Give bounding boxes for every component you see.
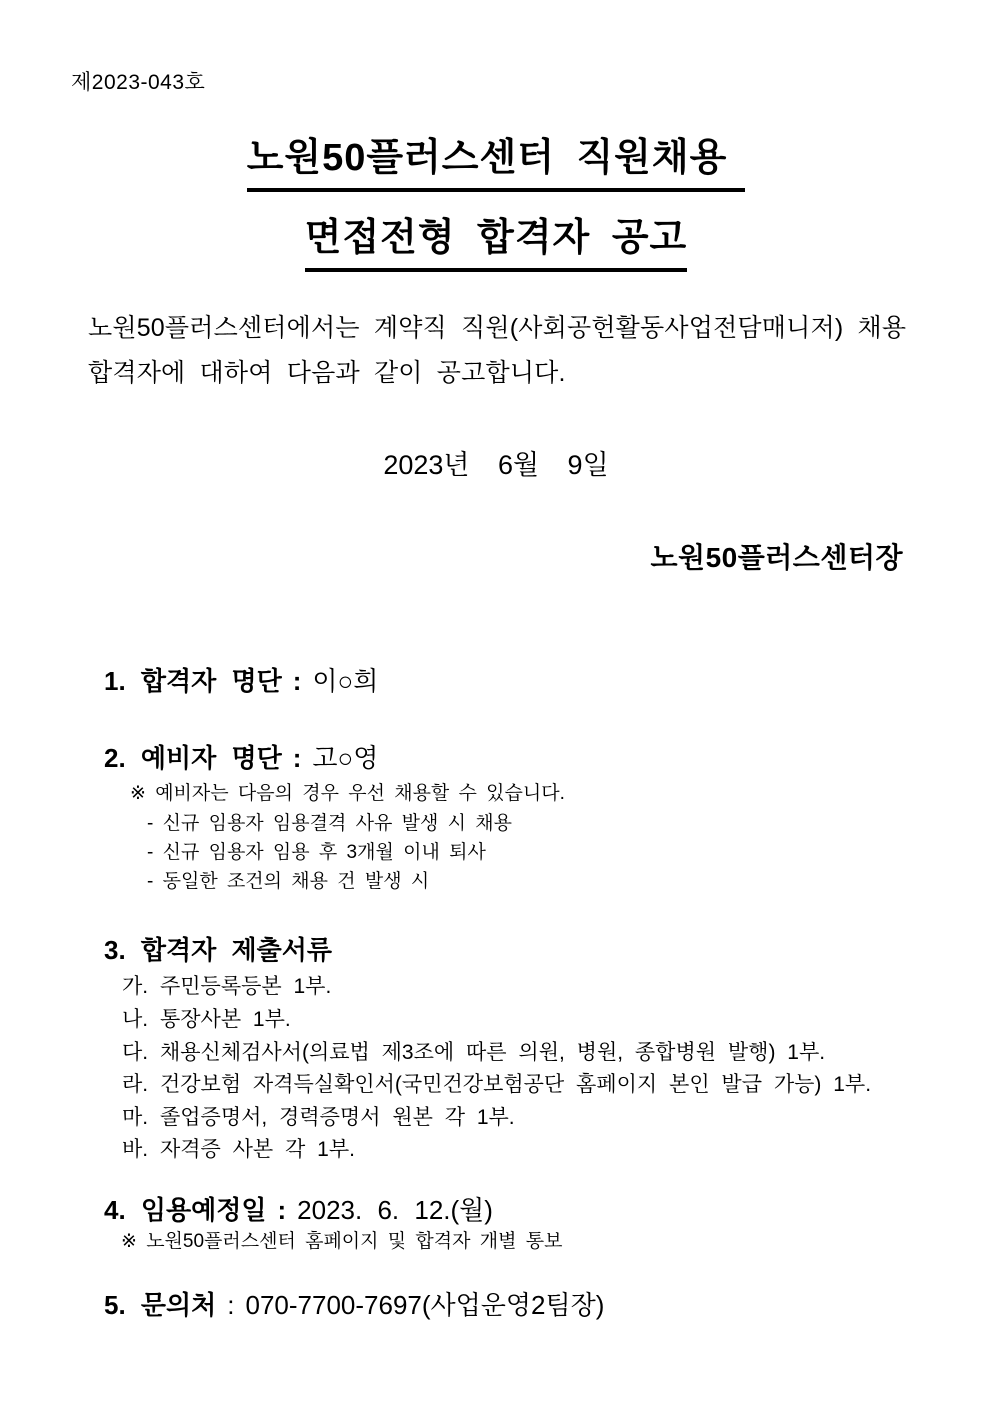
section-2-heading	[104, 738, 378, 775]
intro-line-1: 노원50플러스센터에서는 계약직 직원(사회공헌활동사업전담매니저) 채용	[88, 314, 907, 342]
section-5-colon: :	[227, 1290, 235, 1320]
section-1-label: 1. 합격자 명단	[104, 666, 282, 696]
section-4-value: 2023. 6. 12.(월)	[297, 1195, 493, 1225]
section-3-label: 3. 합격자 제출서류	[104, 935, 332, 965]
section-4-heading	[104, 1190, 493, 1227]
section-5-heading	[104, 1285, 604, 1322]
section-2-bullet-3: - 동일한 조건의 채용 건 발생 시	[147, 871, 430, 892]
section-4-note: ※ 노원50플러스센터 홈페이지 및 합격자 개별 통보	[121, 1231, 563, 1252]
doc-number: 제2023-043호	[71, 71, 206, 94]
title-line-1	[0, 126, 992, 192]
section-2-value: 고○영	[312, 743, 379, 773]
section-2-colon: :	[292, 743, 302, 773]
intro-paragraph	[88, 306, 906, 396]
document-item-5: 마. 졸업증명서, 경력증명서 원본 각 1부.	[122, 1106, 515, 1129]
section-1-heading	[104, 661, 378, 698]
section-2-note: ※ 예비자는 다음의 경우 우선 채용할 수 있습니다.	[130, 783, 565, 804]
section-1-value: 이○희	[312, 666, 379, 696]
document-item-3: 다. 채용신체검사서(의료법 제3조에 따른 의원, 병원, 종합병원 발행) 1부.	[122, 1041, 826, 1064]
signer-title: 노원50플러스센터장	[650, 542, 903, 573]
document-item-6: 바. 자격증 사본 각 1부.	[122, 1138, 355, 1161]
document-item-4: 라. 건강보험 자격득실확인서(국민건강보험공단 홈페이지 본인 발급 가능) 1부.	[122, 1073, 872, 1096]
intro-line-2: 합격자에 대하여 다음과 같이 공고합니다.	[88, 359, 566, 387]
section-3-heading	[104, 930, 332, 967]
document-item-2: 나. 통장사본 1부.	[122, 1008, 291, 1031]
title-line-1-text: 노원50플러스센터 직원채용	[247, 126, 746, 192]
section-5-label: 5. 문의처	[104, 1290, 217, 1320]
section-1-colon: :	[292, 666, 302, 696]
section-4-label: 4. 임용예정일	[104, 1195, 267, 1225]
title-line-2	[0, 206, 992, 272]
section-4-colon: :	[277, 1195, 287, 1225]
document-item-1: 가. 주민등록등본 1부.	[122, 975, 332, 998]
title-line-2-text: 면접전형 합격자 공고	[305, 206, 688, 272]
announcement-date: 2023년 6월 9일	[383, 450, 609, 480]
section-2-label: 2. 예비자 명단	[104, 743, 282, 773]
section-2-bullet-2: - 신규 임용자 임용 후 3개월 이내 퇴사	[147, 842, 486, 863]
section-5-value: 070-7700-7697(사업운영2팀장)	[245, 1290, 605, 1320]
section-2-bullet-1: - 신규 임용자 임용결격 사유 발생 시 채용	[147, 813, 512, 834]
